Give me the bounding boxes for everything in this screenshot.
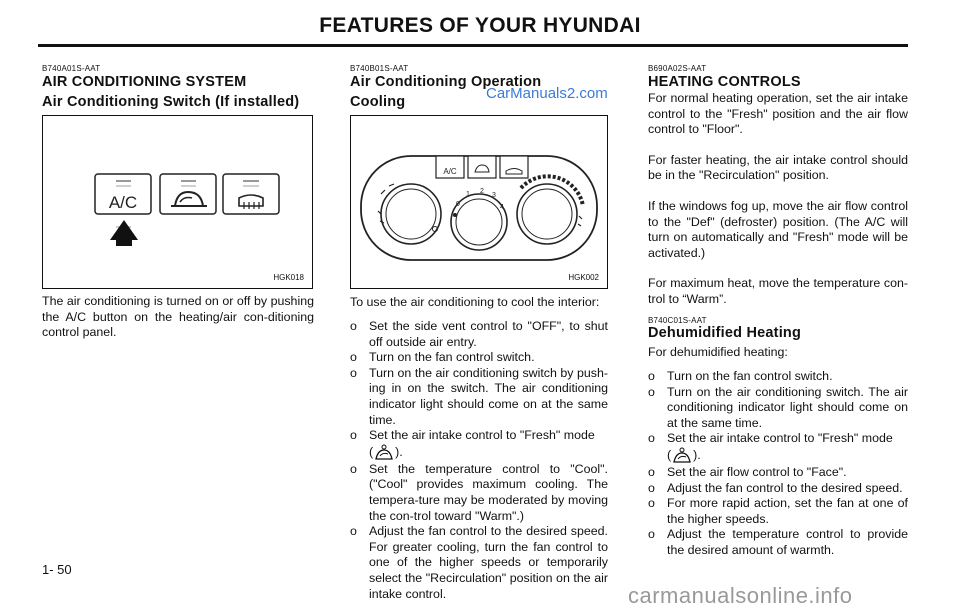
list-item: o Set the temperature control to "Cool". ("Cool" provides maximum cooling. The tempera-ture may be moderated by moving the con-trol toward "Warm".) bbox=[350, 461, 608, 523]
paragraph: For maximum heat, move the temperature con-trol to “Warm”. bbox=[648, 276, 908, 306]
bullet-marker: o bbox=[648, 431, 655, 446]
cooling-intro: To use the air conditioning to cool the interior: bbox=[350, 295, 600, 309]
fan-speed-3-label: 3 bbox=[492, 192, 496, 199]
paragraph: For normal heating operation, set the air intake control to the "Fresh" position and the air flow control to "Floor". bbox=[648, 91, 908, 137]
list-item: o Adjust the fan control to the desired speed. For greater cooling, turn the fan control to one of the higher speeds or temporarily select the "Recirculation" position on the air intake control. bbox=[350, 524, 608, 601]
list-item: o Set the air flow control to "Face". bbox=[648, 464, 847, 479]
bullet-marker: o bbox=[648, 369, 655, 383]
ac-button-label: A/C bbox=[108, 193, 138, 212]
ac-switch-description: The air conditioning is turned on or off by pushing the A/C button on the heating/air con-ditioning control panel. bbox=[42, 294, 314, 340]
list-item: o Turn on the air conditioning switch by push-ing in on the switch. The air conditioning indicator light should come on at the same time. bbox=[350, 365, 608, 427]
ac-switch-illustration bbox=[43, 116, 311, 287]
list-item: o Turn on the fan control switch. bbox=[350, 350, 535, 365]
section-title: Air Conditioning Operation bbox=[350, 74, 542, 90]
ac-button-label: A/C bbox=[443, 167, 457, 176]
bullet-marker: o bbox=[350, 365, 357, 380]
fresh-air-icon bbox=[373, 444, 395, 462]
bullet-marker: o bbox=[350, 524, 357, 539]
fan-speed-2-label: 2 bbox=[480, 188, 484, 195]
list-item: o Turn on the air conditioning switch. The air conditioning indicator light should come on at the same time. bbox=[648, 384, 908, 430]
bullet-marker: o bbox=[648, 480, 655, 495]
bullet-marker: o bbox=[648, 496, 655, 511]
section-code: B740C01S-AAT bbox=[648, 316, 707, 325]
dehumidify-steps bbox=[648, 369, 908, 559]
fresh-air-icon bbox=[671, 447, 693, 465]
bullet-marker: o bbox=[350, 428, 357, 443]
bullet-marker: o bbox=[350, 461, 357, 476]
paragraph: For faster heating, the air intake control should be in the "Recirculation" position. bbox=[648, 152, 908, 183]
section-code: B690A02S-AAT bbox=[648, 64, 707, 73]
watermark: CarManuals2.com bbox=[486, 85, 608, 102]
list-item: o Set the side vent control to "OFF", to shut off outside air entry. bbox=[350, 319, 608, 349]
list-item: o Set the air intake control to "Fresh" mode ( ). bbox=[350, 428, 608, 462]
bullet-marker: o bbox=[350, 350, 357, 365]
bullet-marker: o bbox=[648, 384, 655, 399]
ac-switch-figure bbox=[42, 115, 313, 289]
control-panel-illustration bbox=[351, 116, 606, 287]
fan-speed-0-label: 0 bbox=[456, 201, 460, 208]
bullet-marker: o bbox=[648, 464, 655, 479]
section-title: HEATING CONTROLS bbox=[648, 74, 801, 90]
section-subtitle: Cooling bbox=[350, 94, 406, 110]
list-item: o Turn on the fan control switch. bbox=[648, 369, 833, 383]
section-code: B740A01S-AAT bbox=[42, 64, 101, 73]
list-item: o For more rapid action, set the fan at one of the higher speeds. bbox=[648, 496, 908, 526]
section-title: Dehumidified Heating bbox=[648, 325, 802, 341]
header-rule bbox=[38, 44, 908, 47]
list-item: o Set the air intake control to "Fresh" mode ( ). bbox=[648, 431, 908, 465]
list-item: o Adjust the temperature control to provide the desired amount of warmth. bbox=[648, 527, 908, 557]
section-subtitle: Air Conditioning Switch (If installed) bbox=[42, 94, 300, 110]
fan-speed-4-label: 4 bbox=[500, 204, 504, 211]
figure-label: HGK018 bbox=[273, 273, 304, 282]
dehumidify-intro: For dehumidified heating: bbox=[648, 345, 788, 359]
footer-watermark: carmanualsonline.info bbox=[628, 583, 853, 608]
page-number: 1- 50 bbox=[42, 562, 72, 577]
heating-paragraphs bbox=[648, 91, 908, 308]
paragraph: If the windows fog up, move the air flow control to the "Def" (defroster) position. (The A/C will turn on automatically and "Fresh" mode will be activated.) bbox=[648, 198, 908, 260]
figure-label: HGK002 bbox=[568, 273, 599, 282]
bullet-marker: o bbox=[350, 319, 357, 333]
bullet-marker: o bbox=[648, 527, 655, 542]
cooling-steps bbox=[350, 319, 608, 602]
section-title: AIR CONDITIONING SYSTEM bbox=[42, 74, 247, 90]
control-panel-figure bbox=[350, 115, 608, 289]
section-code: B740B01S-AAT bbox=[350, 64, 409, 73]
page-header: FEATURES OF YOUR HYUNDAI bbox=[319, 14, 641, 37]
fan-speed-1-label: 1 bbox=[466, 191, 470, 198]
list-item: o Adjust the fan control to the desired speed. bbox=[648, 480, 903, 495]
